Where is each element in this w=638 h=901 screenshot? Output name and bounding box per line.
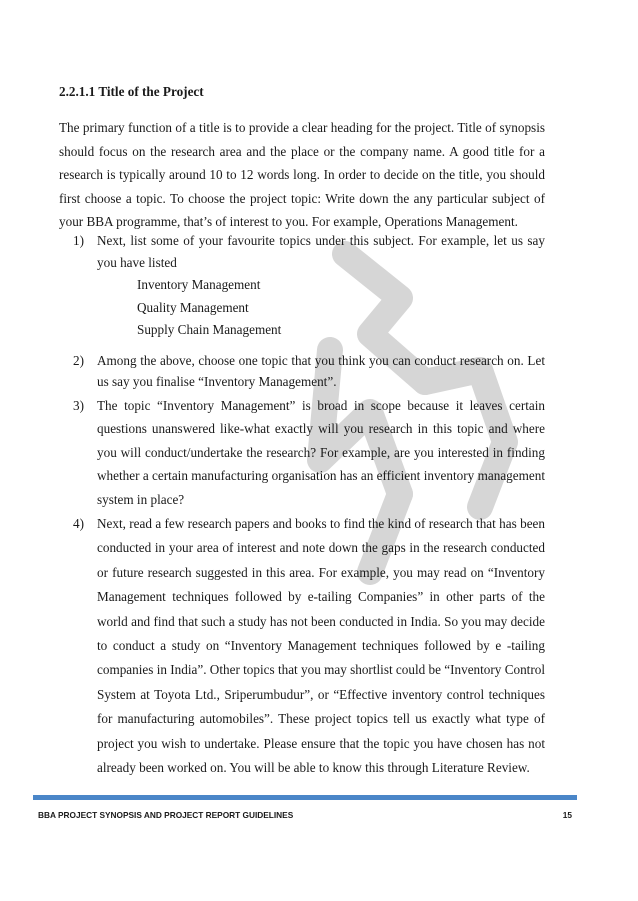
list-number: 1) [73, 233, 84, 248]
topic-sublist [137, 274, 545, 342]
section-heading: 2.2.1.1 Title of the Project [59, 84, 204, 99]
list-item-text: Next, read a few research papers and books to find the kind of research that has been conducted in your area of interest and note down the gaps in the research conducted or future research suggested in this area. For example, you may read on “Inventory Management techniques followed by e-tailing Companies” in other parts of the world and find that such a study has not been conducted in India. So you may decide to conduct a study on “Inventory Management techniques followed by e -tailing companies in India”. Other topics that you may shortlist could be “Inventory Control System at Toyota Ltd., Sriperumbudur”, or “Effective inventory control techniques for manufacturing automobiles”. These project topics tell us exactly what type of project you wish to undertake. Please ensure that the topic you have chosen has not already been worked on. You will be able to know this through Literature Review. [97, 516, 545, 776]
list-item-text: Next, list some of your favourite topics under this subject. For example, let us say you have listed [97, 233, 545, 270]
list-item [59, 512, 545, 780]
steps-list [59, 230, 545, 780]
list-item-text: Among the above, choose one topic that you think you can conduct research on. Let us say you finalise “Inventory Management”. [97, 352, 545, 389]
footer-rule [33, 795, 577, 800]
page-number: 15 [562, 810, 572, 820]
list-number: 2) [73, 352, 84, 368]
footer-title: BBA PROJECT SYNOPSIS AND PROJECT REPORT GUIDELINES [38, 810, 294, 820]
list-number: 3) [73, 397, 84, 413]
topic-item: Supply Chain Management [137, 322, 282, 337]
list-item [59, 350, 545, 393]
list-item-text: The topic “Inventory Management” is broad in scope because it leaves certain questions unanswered like-what exactly will you research in this topic and where you will conduct/undertake the research? For example, are you interested in finding whether a certain manufacturing organisation has an efficient inventory management system in place? [97, 397, 545, 507]
intro-paragraph: The primary function of a title is to provide a clear heading for the project. Title of synopsis should focus on the research area and the place or the company name. A good title for a research is typically around 10 to 12 words long. In order to decide on the title, you should first choose a topic. To choose the project topic: Write down the any particular subject of your BBA programme, that’s of interest to you. For example, Operations Management. [59, 120, 545, 229]
topic-item: Quality Management [137, 299, 249, 315]
topic-item: Inventory Management [137, 277, 261, 292]
list-item [59, 230, 545, 342]
list-item [59, 394, 545, 512]
list-number: 4) [73, 516, 84, 531]
